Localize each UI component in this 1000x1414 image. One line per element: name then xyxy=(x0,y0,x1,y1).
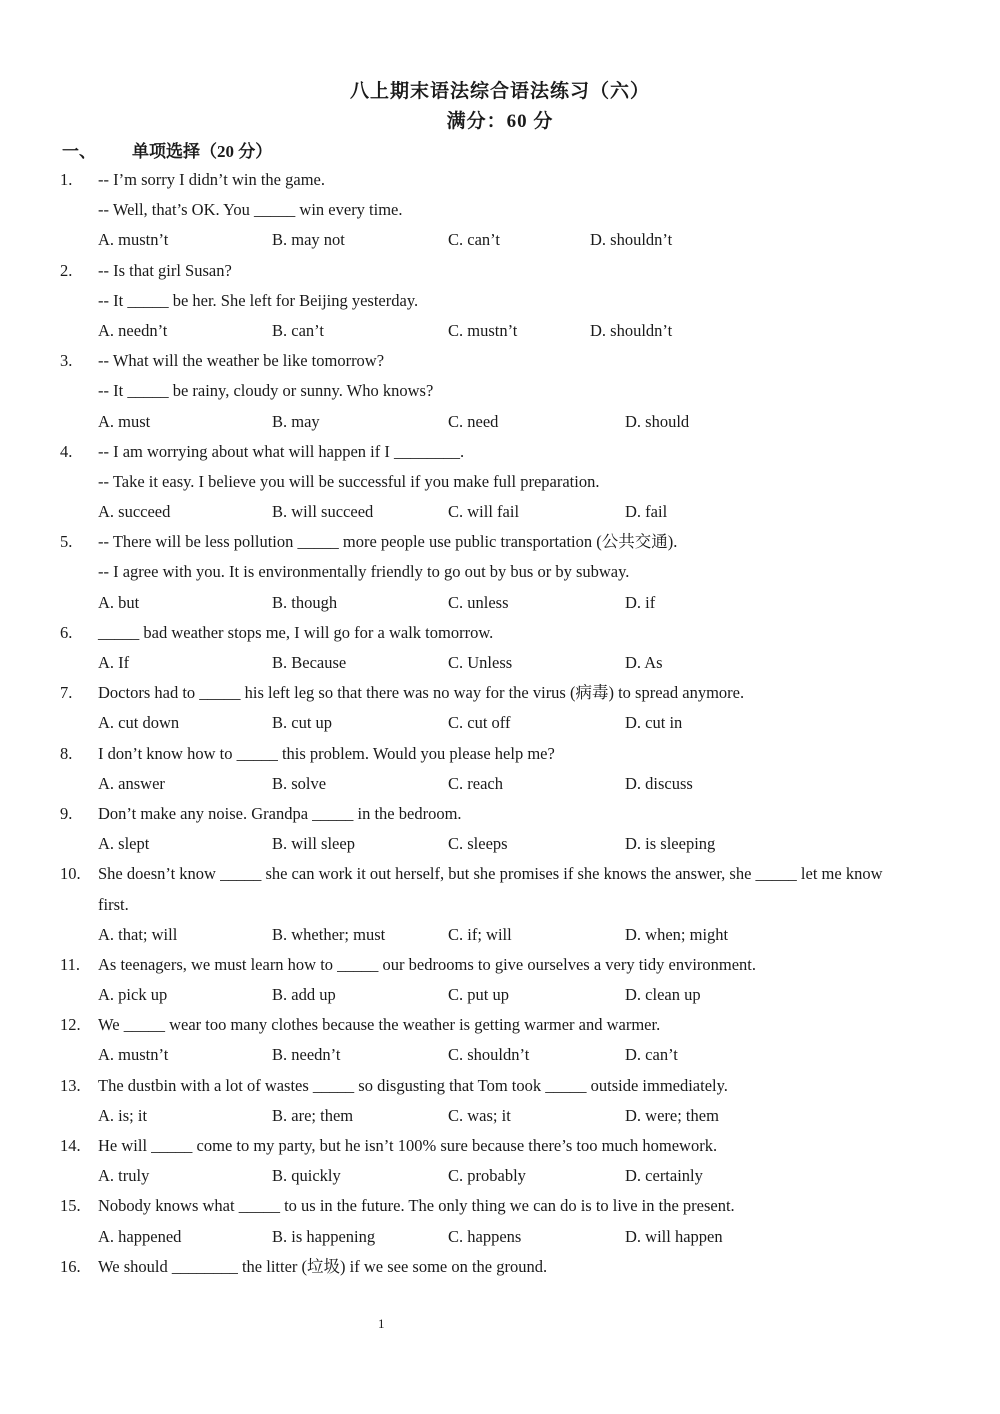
question-text: -- Well, that’s OK. You _____ win every time. xyxy=(98,200,403,220)
answer-option: A. but xyxy=(98,592,140,612)
question-line xyxy=(0,618,1000,648)
question-item xyxy=(0,527,1000,618)
question-line xyxy=(0,1071,1000,1101)
options-row xyxy=(0,497,1000,527)
answer-option: B. are; them xyxy=(272,1105,354,1125)
question-line xyxy=(0,799,1000,829)
section-number: 一、 xyxy=(62,142,96,161)
answer-option: C. shouldn’t xyxy=(448,1045,530,1065)
question-text: -- There will be less pollution _____ more people use public transportation (公共交通). xyxy=(98,532,678,552)
question-number: 1. xyxy=(60,170,73,189)
question-item xyxy=(0,618,1000,678)
question-line xyxy=(0,950,1000,980)
options-row xyxy=(0,1161,1000,1191)
question-text: He will _____ come to my party, but he isn’t 100% sure because there’s too much homework. xyxy=(98,1136,718,1155)
answer-option: D. fail xyxy=(625,502,668,522)
question-number: 3. xyxy=(60,351,73,371)
question-number: 14. xyxy=(60,1136,81,1155)
answer-option: C. probably xyxy=(448,1166,526,1186)
answer-option: B. Because xyxy=(272,653,347,672)
question-item xyxy=(0,1191,1000,1251)
answer-option: D. will happen xyxy=(625,1226,723,1246)
question-text: -- I agree with you. It is environmentally friendly to go out by bus or by subway. xyxy=(98,562,630,582)
answer-option: C. was; it xyxy=(448,1105,511,1125)
question-line xyxy=(0,376,1000,406)
question-line xyxy=(0,859,1000,889)
question-number: 9. xyxy=(60,803,73,823)
section-title: 单项选择（20 分） xyxy=(132,142,273,161)
question-item xyxy=(0,739,1000,799)
question-text: -- It _____ be her. She left for Beijing yesterday. xyxy=(98,290,419,310)
question-number: 4. xyxy=(60,441,73,461)
answer-option: B. cut up xyxy=(272,713,333,733)
question-line xyxy=(0,890,1000,920)
question-item xyxy=(0,165,1000,256)
question-line xyxy=(0,678,1000,708)
options-row xyxy=(0,829,1000,859)
question-item xyxy=(0,346,1000,437)
question-text: As teenagers, we must learn how to _____ our bedrooms to give ourselves a very tidy environment. xyxy=(98,954,757,974)
answer-option: B. solve xyxy=(272,773,327,793)
answer-option: B. may not xyxy=(272,230,345,250)
question-line xyxy=(0,437,1000,467)
question-item xyxy=(0,1252,1000,1282)
page-number: 1 xyxy=(378,1316,385,1331)
question-line xyxy=(0,739,1000,769)
question-item xyxy=(0,1010,1000,1070)
answer-option: C. will fail xyxy=(448,502,520,522)
question-number: 11. xyxy=(60,954,81,974)
question-text: I don’t know how to _____ this problem. Would you please help me? xyxy=(98,743,555,763)
answer-option: D. cut in xyxy=(625,713,683,733)
answer-option: A. slept xyxy=(98,834,150,854)
answer-option: B. quickly xyxy=(272,1166,341,1186)
answer-option: C. if; will xyxy=(448,924,512,944)
answer-option: B. is happening xyxy=(272,1226,376,1246)
question-line xyxy=(0,557,1000,587)
answer-option: B. can’t xyxy=(272,320,324,340)
question-item xyxy=(0,678,1000,738)
question-text: She doesn’t know _____ she can work it out herself, but she promises if she knows the answer, she _____ let me know xyxy=(98,864,883,884)
question-text: _____ bad weather stops me, I will go for a walk tomorrow. xyxy=(98,622,494,642)
question-text: -- I am worrying about what will happen if I ________. xyxy=(98,441,465,461)
question-line xyxy=(0,527,1000,557)
question-line xyxy=(0,1010,1000,1040)
options-row xyxy=(0,1222,1000,1252)
question-line xyxy=(0,165,1000,195)
question-text: -- What will the weather be like tomorrow? xyxy=(98,351,385,371)
answer-option: D. clean up xyxy=(625,985,701,1005)
answer-option: D. should xyxy=(625,411,690,431)
question-number: 8. xyxy=(60,743,73,763)
question-line xyxy=(0,346,1000,376)
answer-option: B. needn’t xyxy=(272,1045,341,1065)
question-item xyxy=(0,799,1000,859)
answer-option: D. shouldn’t xyxy=(590,230,673,250)
question-number: 5. xyxy=(60,532,73,552)
question-number: 7. xyxy=(60,683,73,703)
question-list xyxy=(0,165,1000,1282)
question-text: first. xyxy=(98,894,129,914)
answer-option: C. sleeps xyxy=(448,834,508,854)
answer-option: C. cut off xyxy=(448,713,511,733)
answer-option: B. though xyxy=(272,592,338,612)
answer-option: C. reach xyxy=(448,773,503,793)
question-line xyxy=(0,467,1000,497)
answer-option: C. mustn’t xyxy=(448,320,518,340)
question-number: 2. xyxy=(60,260,73,280)
question-number: 10. xyxy=(60,864,81,884)
options-row xyxy=(0,588,1000,618)
answer-option: D. As xyxy=(625,653,663,672)
question-item xyxy=(0,1071,1000,1131)
question-text: The dustbin with a lot of wastes _____ so disgusting that Tom took _____ outside immediately. xyxy=(98,1075,728,1095)
answer-option: B. will succeed xyxy=(272,502,374,522)
answer-option: A. truly xyxy=(98,1166,150,1186)
question-line xyxy=(0,1191,1000,1221)
answer-option: D. can’t xyxy=(625,1045,678,1065)
answer-option: C. happens xyxy=(448,1226,522,1246)
answer-option: A. mustn’t xyxy=(98,1045,169,1065)
answer-option: B. add up xyxy=(272,985,336,1005)
question-line xyxy=(0,256,1000,286)
question-text: We should ________ the litter (垃圾) if we see some on the ground. xyxy=(98,1256,548,1276)
question-line xyxy=(0,1252,1000,1282)
question-text: -- Take it easy. I believe you will be successful if you make full preparation. xyxy=(98,471,600,491)
answer-option: B. may xyxy=(272,411,320,431)
question-item xyxy=(0,437,1000,528)
question-number: 16. xyxy=(60,1256,81,1276)
question-text: -- I’m sorry I didn’t win the game. xyxy=(98,170,325,189)
answer-option: C. Unless xyxy=(448,653,513,672)
question-text: Doctors had to _____ his left leg so that there was no way for the virus (病毒) to spread anymore. xyxy=(98,683,745,703)
question-number: 12. xyxy=(60,1015,81,1035)
options-row xyxy=(0,316,1000,346)
answer-option: D. certainly xyxy=(625,1166,703,1186)
page-title: 八上期末语法综合语法练习（六） xyxy=(349,81,650,102)
answer-option: A. mustn’t xyxy=(98,230,169,250)
question-text: -- Is that girl Susan? xyxy=(98,260,232,280)
answer-option: A. must xyxy=(98,411,151,431)
answer-option: C. put up xyxy=(448,985,509,1005)
options-row xyxy=(0,769,1000,799)
answer-option: C. can’t xyxy=(448,230,500,250)
answer-option: C. unless xyxy=(448,592,509,612)
question-line xyxy=(0,1131,1000,1161)
answer-option: A. needn’t xyxy=(98,320,168,340)
options-row xyxy=(0,648,1000,678)
answer-option: A. happened xyxy=(98,1226,182,1246)
answer-option: D. were; them xyxy=(625,1105,719,1125)
options-row xyxy=(0,407,1000,437)
options-row xyxy=(0,225,1000,255)
page-subtitle: 满分：60 分 xyxy=(446,111,554,132)
question-line xyxy=(0,195,1000,225)
answer-option: D. is sleeping xyxy=(625,834,716,854)
options-row xyxy=(0,708,1000,738)
answer-option: D. when; might xyxy=(625,924,729,944)
answer-option: B. will sleep xyxy=(272,834,355,854)
answer-option: A. is; it xyxy=(98,1105,148,1125)
answer-option: D. if xyxy=(625,592,656,612)
question-item xyxy=(0,1131,1000,1191)
question-item xyxy=(0,950,1000,1010)
section-heading xyxy=(62,137,272,162)
answer-option: A. that; will xyxy=(98,924,178,944)
question-text: We _____ wear too many clothes because the weather is getting warmer and warmer. xyxy=(98,1015,661,1035)
question-number: 13. xyxy=(60,1075,81,1095)
answer-option: A. succeed xyxy=(98,502,171,522)
options-row xyxy=(0,1101,1000,1131)
question-item xyxy=(0,859,1000,950)
options-row xyxy=(0,1040,1000,1070)
question-text: Nobody knows what _____ to us in the future. The only thing we can do is to live in the present. xyxy=(98,1196,735,1216)
question-number: 6. xyxy=(60,622,73,642)
options-row xyxy=(0,980,1000,1010)
answer-option: C. need xyxy=(448,411,499,431)
answer-option: B. whether; must xyxy=(272,924,386,944)
answer-option: A. pick up xyxy=(98,985,168,1005)
answer-option: A. If xyxy=(98,653,130,672)
question-number: 15. xyxy=(60,1196,81,1216)
question-line xyxy=(0,286,1000,316)
answer-option: A. cut down xyxy=(98,713,180,733)
answer-option: D. discuss xyxy=(625,773,693,793)
question-item xyxy=(0,256,1000,347)
answer-option: A. answer xyxy=(98,773,165,793)
question-text: Don’t make any noise. Grandpa _____ in the bedroom. xyxy=(98,803,462,823)
answer-option: D. shouldn’t xyxy=(590,320,673,340)
question-text: -- It _____ be rainy, cloudy or sunny. Who knows? xyxy=(98,381,434,401)
options-row xyxy=(0,920,1000,950)
